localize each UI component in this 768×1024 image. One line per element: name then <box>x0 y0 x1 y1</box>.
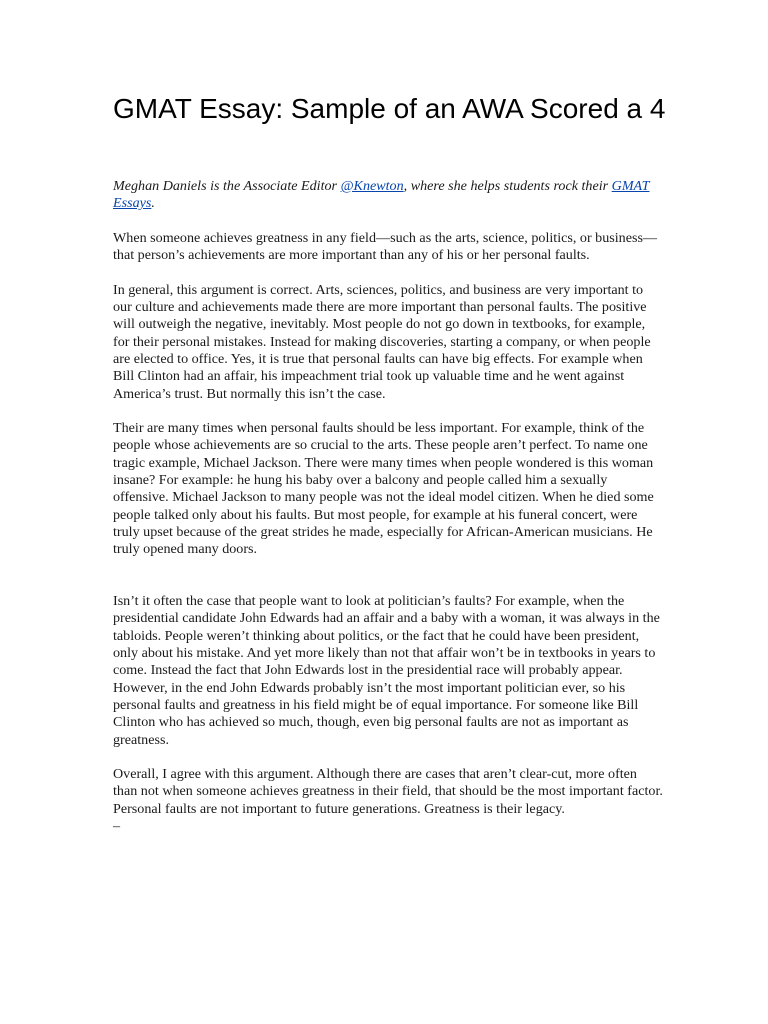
byline-prefix: Meghan Daniels is the Associate Editor <box>113 178 341 194</box>
essay-prompt: When someone achieves greatness in any field—such as the arts, science, politics, or business—that person’s achievements are more important than any of his or her personal faults. <box>113 229 658 264</box>
article-body <box>113 178 663 835</box>
essay-paragraph-3: Isn’t it often the case that people want to look at politician’s faults? For example, when the presidential candidate John Edwards had an affair and a baby with a woman, it was always in the tabloids. People weren’t thinking about politics, or the fact that he could have been president, only about his mistake. And yet more likely than not that affair won’t be in textbooks in years to come. Instead the fact that John Edwards lost in the presidential race will probably appear. However, in the end John Edwards probably isn’t the most important politician ever, so his personal faults and greatness in his field might be of equal importance. For someone like Bill Clinton who has achieved so much, though, even big personal faults are not as important as greatness. <box>113 593 660 748</box>
gmat-essays-link[interactable]: GMAT Essays <box>113 178 650 212</box>
byline-suffix: . <box>151 195 155 212</box>
byline-middle: , where she helps students rock their <box>403 178 612 194</box>
essay-paragraph-1: In general, this argument is correct. Arts, sciences, politics, and business are very important to our culture and achievements made there are more important than personal faults. The positive will outweigh the negative, inevitably. Most people do not go down in textbooks, for example, for their personal mistakes. Instead for making discoveries, starting a company, or when people are elected to office. Yes, it is true that personal faults can have big effects. For example when Bill Clinton had an affair, his impeachment trial took up valuable time and he went against America’s trust. But normally this isn’t the case. <box>113 281 651 402</box>
essay-paragraph-4: Overall, I agree with this argument. Although there are cases that aren’t clear-cut, more often than not when someone achieves greatness in their field, that should be the most important factor. Personal faults are not important to future generations. Greatness is their legacy. <box>113 766 663 817</box>
essay-paragraph-2: Their are many times when personal faults should be less important. For example, think of the people whose achievements are so crucial to the arts. These people aren’t perfect. To name one tragic example, Michael Jackson. There were many times when people wondered is this woman insane? For example: he hung his baby over a balcony and people called him a sexually offensive. Michael Jackson to many people was not the ideal model citizen. When he died some people talked only about his faults. But most people, for example at his funeral concert, were truly upset because of the great strides he made, especially for African-American musicians. He truly opened many doors. <box>113 420 654 558</box>
closing-mark: – <box>113 817 121 834</box>
author-byline <box>113 178 663 213</box>
paragraph-spacer <box>113 576 663 593</box>
knewton-link[interactable]: @Knewton <box>340 178 404 194</box>
page-title: GMAT Essay: Sample of an AWA Scored a 4 <box>113 93 666 124</box>
